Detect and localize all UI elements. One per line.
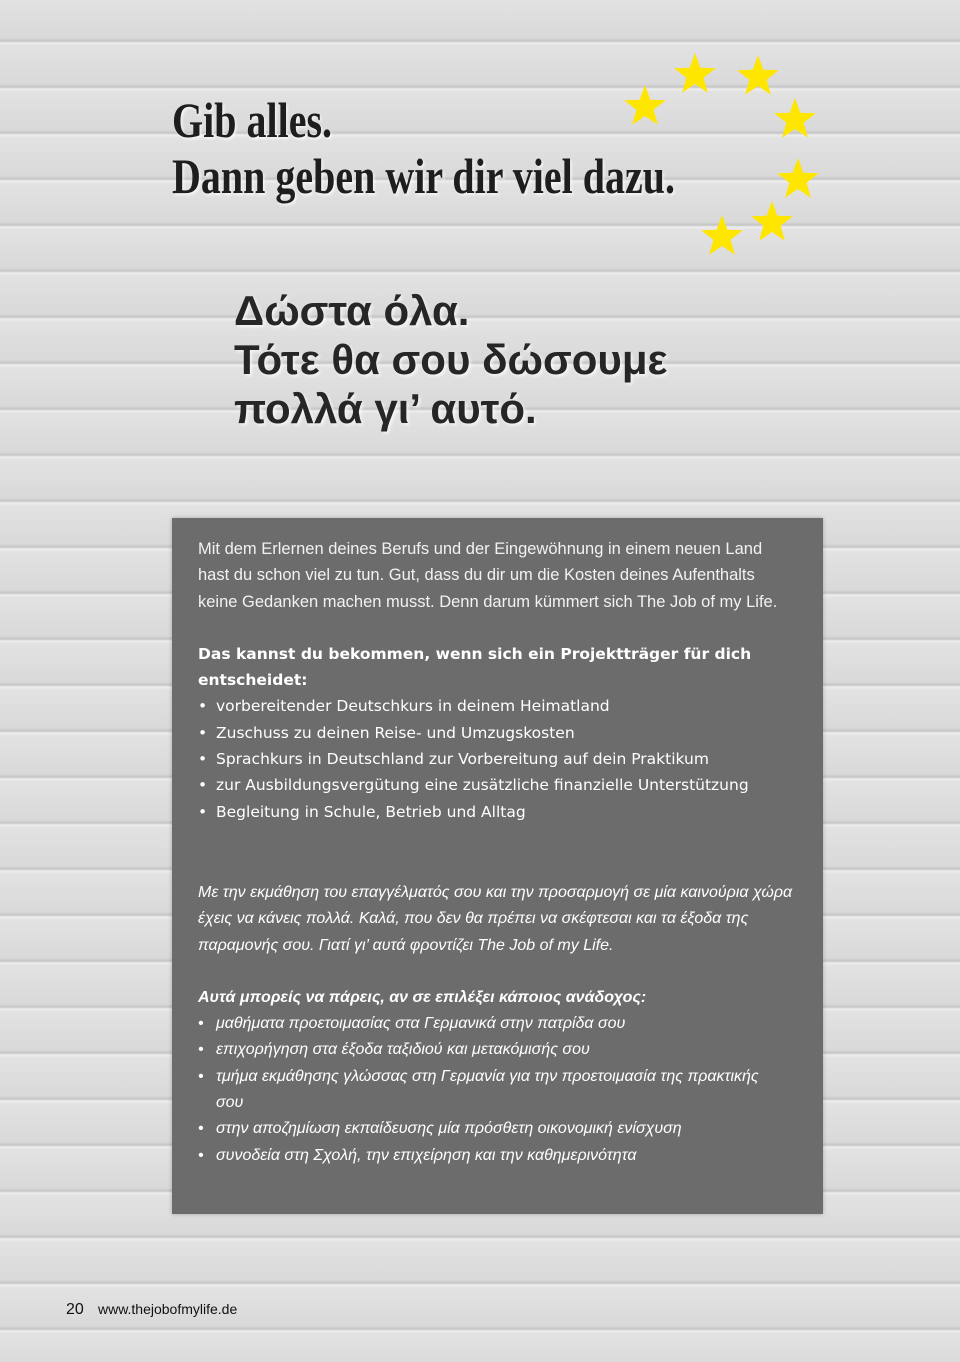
website-link[interactable]: www.thejobofmylife.de (97, 1301, 238, 1317)
benefits-list-german (198, 693, 799, 824)
intro-text-german: Mit dem Erlernen deines Berufs und der Eingewöhnung in einem neuen Land hast du schon viel zu tun. Gut, dass du dir um die Kosten deines Aufenthalts keine Gedanken machen musst. Denn darum kümmert sich The Job of my Life. (198, 540, 778, 611)
headline-greek-line-1: Δώστα όλα. (234, 287, 470, 334)
headline-german-line-1: Gib alles. (172, 92, 333, 148)
page-number: 20 (66, 1301, 84, 1318)
headline-greek-line-2: Τότε θα σου δώσουμε (234, 336, 668, 383)
headline-german-line-2: Dann geben wir dir viel dazu. (172, 148, 676, 204)
list-item: • Zuschuss zu deinen Reise- und Umzugskosten (198, 720, 799, 746)
star-circle-icon (600, 40, 840, 270)
list-item: • Sprachkurs in Deutschland zur Vorbereitung auf dein Praktikum (198, 746, 799, 772)
list-item: • vorbereitender Deutschkurs in deinem Heimatland (198, 693, 799, 719)
benefits-lead-greek: Αυτά μπορείς να πάρεις, αν σε επιλέξει κάποιος ανάδοχος: (198, 988, 647, 1006)
star-icon (774, 98, 816, 138)
list-item: • συνοδεία στη Σχολή, την επιχείρηση και την καθημερινότητα (198, 1143, 776, 1169)
headline-greek-line-3: πολλά γι’ αυτό. (234, 385, 537, 432)
info-panel (172, 518, 823, 1214)
benefits-list-greek (198, 1011, 799, 1169)
star-icon (701, 215, 743, 255)
star-icon (777, 158, 819, 198)
list-item: • Begleitung in Schule, Betrieb und Alltag (198, 799, 799, 825)
intro-text-greek: Με την εκμάθηση του επαγγέλματός σου και την προσαρμογή σε μία καινούρια χώρα έχεις να κάνεις πολλά. Καλά, που δεν θα πρέπει να σκέφτεσαι και τα έξοδα της παραμονής σου. Γιατί γι’ αυτά φροντίζει The Job of my Life. (198, 883, 793, 954)
star-icon (674, 53, 716, 93)
star-icon (624, 85, 666, 125)
list-item: • zur Ausbildungsvergütung eine zusätzliche finanzielle Unterstützung (198, 772, 799, 798)
page-footer (66, 1301, 237, 1319)
list-item: • επιχορήγηση στα έξοδα ταξιδιού και μετακόμισής σου (198, 1037, 776, 1063)
star-icon (737, 55, 779, 95)
list-item: • στην αποζημίωση εκπαίδευσης μία πρόσθετη οικονομική ενίσχυση (198, 1116, 776, 1142)
list-item: • μαθήματα προετοιμασίας στα Γερμανικά στην πατρίδα σου (198, 1011, 776, 1037)
headline-greek (234, 286, 667, 433)
list-item: • τμήμα εκμάθησης γλώσσας στη Γερμανία για την προετοιμασία της πρακτικής σου (198, 1064, 776, 1117)
benefits-lead-german: Das kannst du bekommen, wenn sich ein Projektträger für dich entscheidet: (198, 644, 752, 690)
star-icon (751, 201, 793, 241)
